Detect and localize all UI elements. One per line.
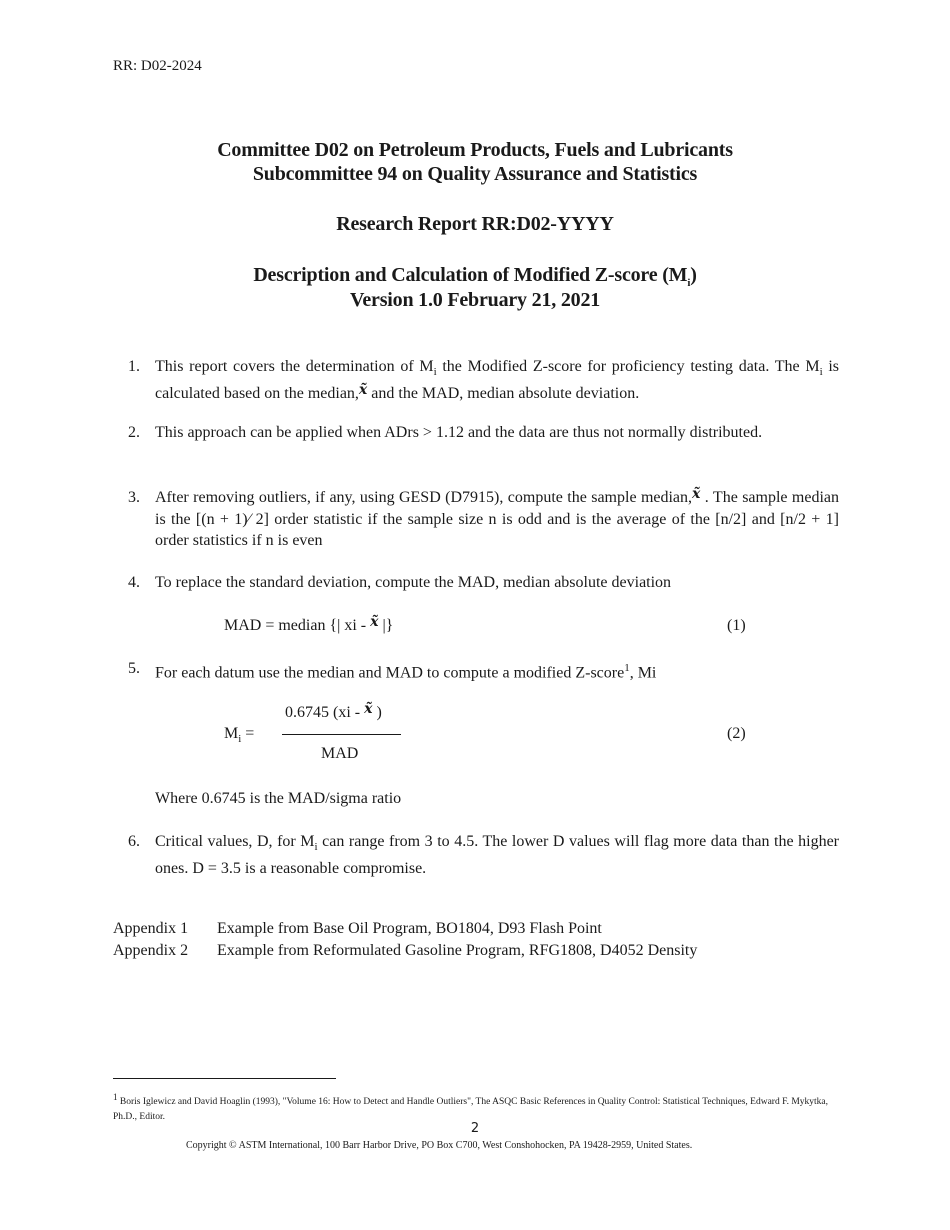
equation-2-denominator: MAD [321,745,359,762]
report-title: Research Report RR:D02-YYYY [336,213,614,235]
list-item-text: This report covers the determination of $M_i$ the Modified Z-score for proficiency testing data. The $M_i$ is calculated based on the median,x̃ and the MAD, median absolute deviation. [155,358,839,403]
x-tilde-symbol: x̃ [692,486,701,502]
equation-2-lhs: $M_i$ = [224,725,255,746]
description-title: Description and Calculation of Modified Z-score $(M_i)$ [253,264,697,289]
x-tilde-symbol: x̃ [358,382,368,399]
appendix-2: Appendix 2 Example from Reformulated Gasoline Program, RFG1808, D4052 Density [113,942,698,959]
equation-2-number: (2) [727,725,746,742]
version-title: Version 1.0 February 21, 2021 [349,289,601,311]
list-item-text: To replace the standard deviation, compute the MAD, median absolute deviation [155,574,672,591]
equation-2-numerator: 0.6745 (xi - x̃ ) [285,701,382,721]
committee-title: Committee D02 on Petroleum Products, Fuels and Lubricants [217,139,733,161]
copyright-line: Copyright © ASTM International, 100 Barr Harbor Drive, PO Box C700, West Conshohocken, PA 19428-2959, United States. [186,1140,693,1151]
footnote: $^1$ Boris Iglewicz and David Hoaglin (1993), "Volume 16: How to Detect and Handle Outliers", The ASQC Basic References in Quality Control: Statistical Techniques, Edward F. Mykytka, Ph.D., Editor. [113,1092,829,1123]
ratio-note: Where 0.6745 is the MAD/sigma ratio [155,790,402,807]
fraction-bar [282,734,401,735]
page-number: 2 [470,1121,480,1136]
equation-1-number: (1) [727,617,746,634]
list-item-text: After removing outliers, if any, using GESD (D7915), compute the sample median,x̃ . The sample median is the [(n + 1)∕ 2] order statistic if the sample size n is odd and is the average of the [n/2] and [n/2 + 1] order statistics if n is even [155,486,840,549]
footnote-divider [113,1078,336,1079]
document-code: RR: D02-2024 [113,58,202,74]
x-tilde-symbol: x̃ [370,614,379,630]
list-item-text: This approach can be applied when ADrs > 1.12 and the data are thus not normally distributed. [155,424,763,441]
equation-1: MAD = median {| xi - x̃ |} [224,614,394,634]
x-tilde-symbol: x̃ [364,701,373,717]
subcommittee-title: Subcommittee 94 on Quality Assurance and Statistics [252,163,698,185]
list-item-text: Critical values, D, for $M_i$ can range from 3 to 4.5. The lower D values will flag more data than the higher ones. D = 3.5 is a reasonable compromise. [155,833,840,878]
appendix-1: Appendix 1 Example from Base Oil Program, BO1804, D93 Flash Point [113,920,602,937]
list-item-text: For each datum use the median and MAD to compute a modified Z-score$^1$, Mi [155,662,657,682]
